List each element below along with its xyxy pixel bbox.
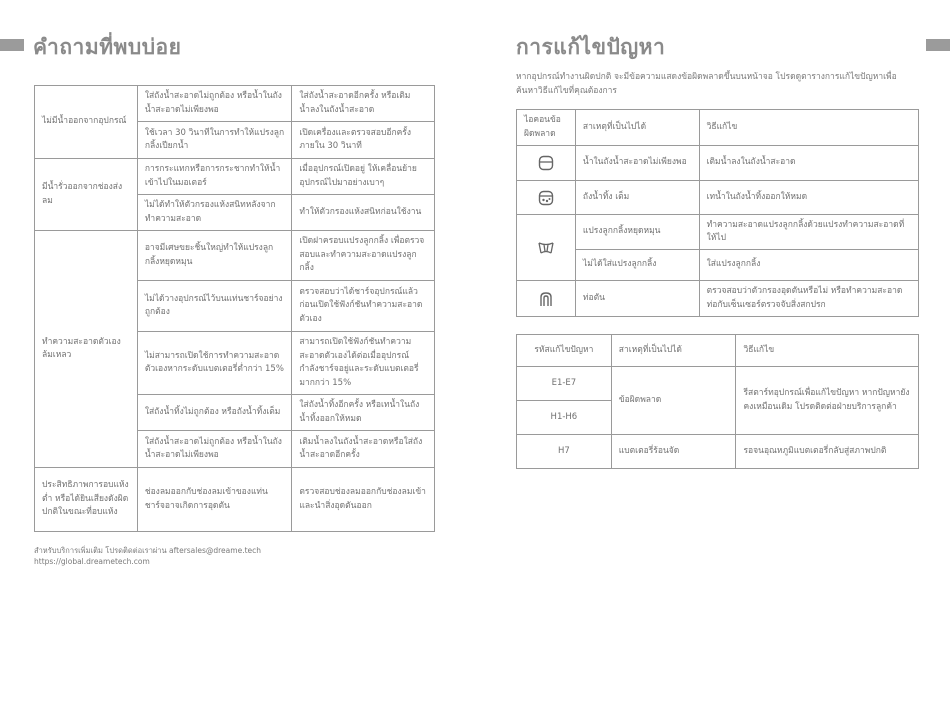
column-header: รหัสแก้ไขปัญหา bbox=[517, 335, 612, 367]
table-row bbox=[517, 367, 919, 401]
table-row bbox=[35, 468, 435, 532]
cause-cell: ใส่ถังน้ำทิ้งไม่ถูกต้อง หรือถังน้ำทิ้งเต็ม bbox=[137, 395, 292, 431]
solution-cell: เมื่ออุปกรณ์เปิดอยู่ ให้เคลื่อนย้ายอุปกรณ์ไปมาอย่างเบาๆ bbox=[292, 159, 435, 195]
roller-brush-icon bbox=[517, 215, 576, 281]
column-header: วิธีแก้ไข bbox=[699, 110, 918, 146]
solution-cell: เปิดเครื่องและตรวจสอบอีกครั้งภายใน 30 วินาที bbox=[292, 122, 435, 159]
solution-cell: ทำความสะอาดแปรงลูกกลิ้งด้วยแปรงทำความสะอาดที่ให้ไป bbox=[699, 215, 918, 250]
cause-cell: ท่อตัน bbox=[575, 281, 699, 317]
solution-cell: เติมน้ำลงในถังน้ำสะอาด bbox=[699, 146, 918, 181]
solution-cell: ตรวจสอบช่องลมออกกับช่องลมเข้า และนำสิ่งอุดตันออก bbox=[292, 468, 435, 532]
column-header: สาเหตุที่เป็นไปได้ bbox=[611, 335, 736, 367]
cause-cell: แปรงลูกกลิ้งหยุดหมุน bbox=[575, 215, 699, 250]
column-header: สาเหตุที่เป็นไปได้ bbox=[575, 110, 699, 146]
table-row bbox=[517, 146, 919, 181]
dirty-water-tank-icon bbox=[517, 181, 576, 215]
cause-cell: ข้อผิดพลาด bbox=[611, 367, 736, 435]
cause-cell: ไม่ได้ใส่แปรงลูกกลิ้ง bbox=[575, 250, 699, 281]
column-header: วิธีแก้ไข bbox=[736, 335, 919, 367]
problem-cell: มีน้ำรั่วออกจากช่องส่งลม bbox=[35, 159, 138, 231]
troubleshooting-intro: หากอุปกรณ์ทำงานผิดปกติ จะมีข้อความแสดงข้อผิดพลาดขึ้นบนหน้าจอ โปรดดูตารางการแก้ไขปัญหาเพื่อค้นหาวิธีแก้ไขที่คุณต้องการ bbox=[516, 72, 897, 96]
cause-cell: ไม่ได้ทำให้ตัวกรองแห้งสนิทหลังจากทำความสะอาด bbox=[137, 195, 292, 231]
table-row bbox=[517, 281, 919, 317]
clean-water-tank-icon bbox=[517, 146, 576, 181]
problem-cell: ทำความสะอาดตัวเองล้มเหลว bbox=[35, 231, 138, 468]
solution-cell: เติมน้ำลงในถังน้ำสะอาดหรือใส่ถังน้ำสะอาดอีกครั้ง bbox=[292, 431, 435, 468]
cause-cell: ถังน้ำทิ้ง เต็ม bbox=[575, 181, 699, 215]
cause-cell: อาจมีเศษขยะชิ้นใหญ่ทำให้แปรงลูกกลิ้งหยุดหมุน bbox=[137, 231, 292, 281]
cause-cell: น้ำในถังน้ำสะอาดไม่เพียงพอ bbox=[575, 146, 699, 181]
faq-table bbox=[34, 85, 435, 532]
left-edge-bar bbox=[0, 39, 24, 51]
cause-cell: ช่องลมออกกับช่องลมเข้าของแท่นชาร์จอาจเกิดการอุดตัน bbox=[137, 468, 292, 532]
table-header-row bbox=[517, 335, 919, 367]
solution-cell: เปิดฝาครอบแปรงลูกกลิ้ง เพื่อตรวจสอบและทำความสะอาดแปรงลูกกลิ้ง bbox=[292, 231, 435, 281]
cause-cell: ใช้เวลา 30 วินาทีในการทำให้แปรงลูกกลิ้งเปียกน้ำ bbox=[137, 122, 292, 159]
solution-cell: ใส่ถังน้ำสะอาดอีกครั้ง หรือเติมน้ำลงในถังน้ำสะอาด bbox=[292, 86, 435, 122]
troubleshooting-title: การแก้ไขปัญหา bbox=[516, 35, 666, 59]
problem-cell: ประสิทธิภาพการอบแห้งต่ำ หรือได้ยินเสียงดังผิดปกติในขณะที่อบแห้ง bbox=[35, 468, 138, 532]
cause-cell: ใส่ถังน้ำสะอาดไม่ถูกต้อง หรือน้ำในถังน้ำสะอาดไม่เพียงพอ bbox=[137, 86, 292, 122]
solution-cell: สามารถเปิดใช้ฟังก์ชันทำความสะอาดตัวเองได้ต่อเมื่ออุปกรณ์กำลังชาร์จอยู่และระดับแบตเตอรี่มากกว่า 15% bbox=[292, 332, 435, 395]
support-footer bbox=[34, 545, 261, 567]
solution-cell: รอจนอุณหภูมิแบตเตอรี่กลับสู่สภาพปกติ bbox=[736, 435, 919, 469]
solution-cell: ใส่ถังน้ำทิ้งอีกครั้ง หรือเทน้ำในถังน้ำทิ้งออกให้หมด bbox=[292, 395, 435, 431]
table-row bbox=[35, 86, 435, 122]
error-code-cell: E1-E7 bbox=[517, 367, 612, 401]
solution-cell: ใส่แปรงลูกกลิ้ง bbox=[699, 250, 918, 281]
table-row bbox=[35, 159, 435, 195]
cause-cell: แบตเตอรี่ร้อนจัด bbox=[611, 435, 736, 469]
support-contact: สำหรับบริการเพิ่มเติม โปรดติดต่อเราผ่าน aftersales@dreame.tech bbox=[34, 546, 262, 555]
cause-cell: ใส่ถังน้ำสะอาดไม่ถูกต้อง หรือน้ำในถังน้ำสะอาดไม่เพียงพอ bbox=[137, 431, 292, 468]
cause-cell: ไม่สามารถเปิดใช้การทำความสะอาดตัวเองหากระดับแบตเตอรี่ต่ำกว่า 15% bbox=[137, 332, 292, 395]
solution-cell: ตรวจสอบว่าได้ชาร์จอุปกรณ์แล้วก่อนเปิดใช้ฟังก์ชันทำความสะอาดตัวเอง bbox=[292, 281, 435, 332]
error-code-cell: H7 bbox=[517, 435, 612, 469]
table-row bbox=[517, 435, 919, 469]
error-code-table bbox=[516, 334, 919, 469]
cause-cell: การกระแทกหรือการกระชากทำให้น้ำเข้าไปในมอเตอร์ bbox=[137, 159, 292, 195]
cause-cell: ไม่ได้วางอุปกรณ์ไว้บนแท่นชาร์จอย่างถูกต้อง bbox=[137, 281, 292, 332]
solution-cell: ทำให้ตัวกรองแห้งสนิทก่อนใช้งาน bbox=[292, 195, 435, 231]
table-row bbox=[517, 250, 919, 281]
right-edge-bar bbox=[926, 39, 950, 51]
error-code-cell: H1-H6 bbox=[517, 401, 612, 435]
solution-cell: เทน้ำในถังน้ำทิ้งออกให้หมด bbox=[699, 181, 918, 215]
problem-cell: ไม่มีน้ำออกจากอุปกรณ์ bbox=[35, 86, 138, 159]
solution-cell: รีสตาร์ทอุปกรณ์เพื่อแก้ไขปัญหา หากปัญหายังคงเหมือนเดิม โปรดติดต่อฝ่ายบริการลูกค้า bbox=[736, 367, 919, 435]
error-icon-table bbox=[516, 109, 919, 317]
faq-title: คำถามที่พบบ่อย bbox=[33, 35, 182, 59]
table-row bbox=[517, 215, 919, 250]
table-row bbox=[517, 181, 919, 215]
table-header-row bbox=[517, 110, 919, 146]
column-header: ไอคอนข้อผิดพลาด bbox=[517, 110, 576, 146]
table-row bbox=[35, 231, 435, 281]
support-website: https://global.dreametech.com bbox=[34, 557, 150, 566]
pipe-blockage-icon bbox=[517, 281, 576, 317]
solution-cell: ตรวจสอบว่าตัวกรองอุดตันหรือไม่ หรือทำความสะอาดท่อกับเซ็นเซอร์ตรวจจับสิ่งสกปรก bbox=[699, 281, 918, 317]
